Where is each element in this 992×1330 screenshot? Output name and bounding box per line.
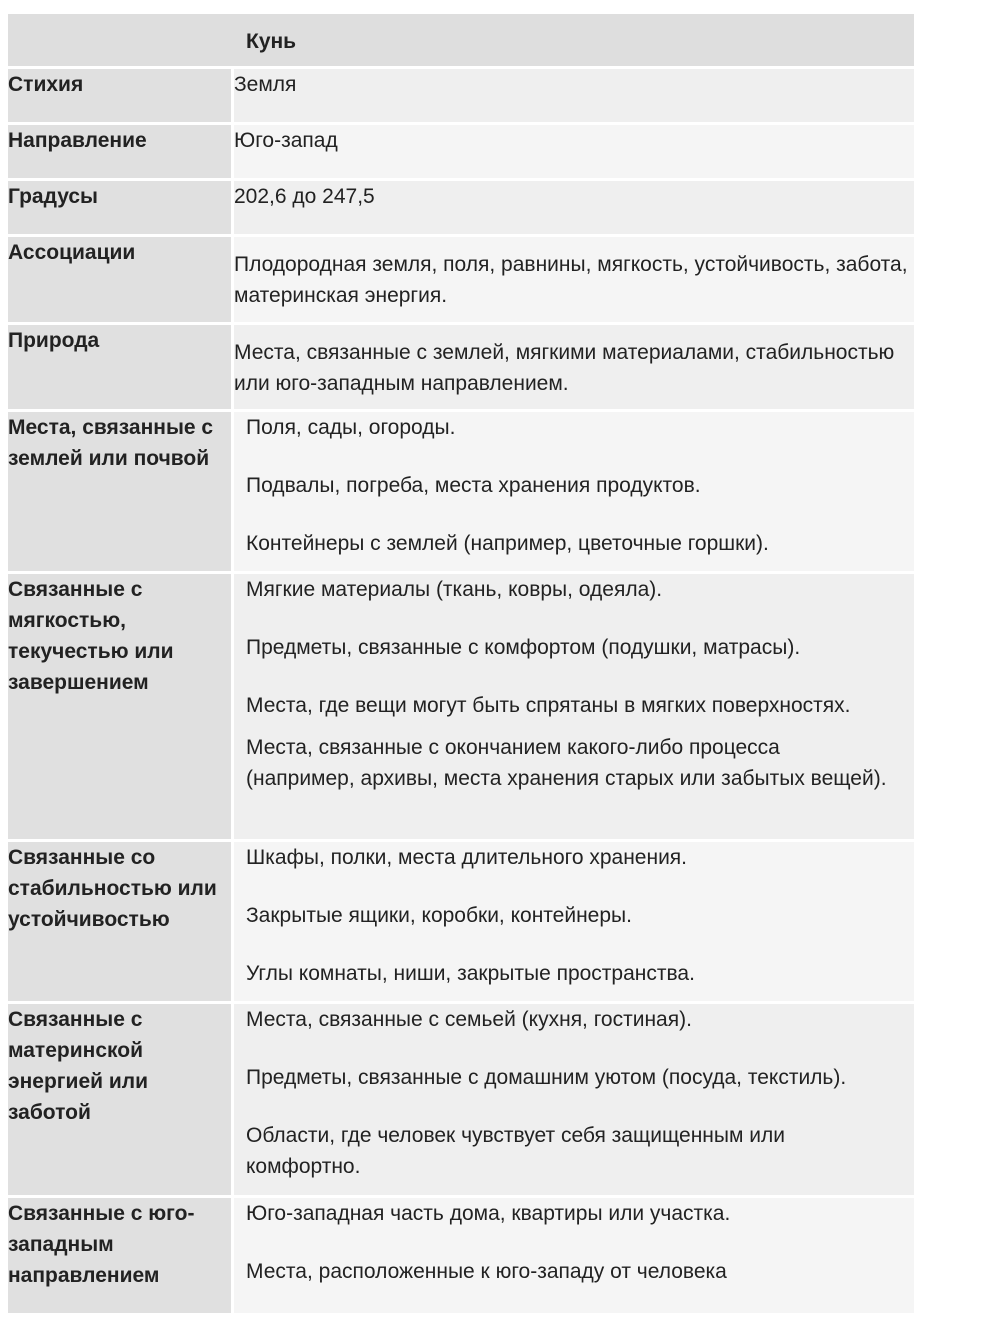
table-row <box>8 237 914 325</box>
list-item: Поля, сады, огороды. <box>246 416 456 439</box>
list-item: Подвалы, погреба, места хранения продуктов. <box>246 474 701 497</box>
row-label: Природа <box>8 325 234 412</box>
table-row <box>8 125 914 181</box>
table-header-row <box>8 14 914 69</box>
list-item: Шкафы, полки, места длительного хранения. <box>246 846 688 869</box>
list-item: Предметы, связанные с домашним уютом (посуда, текстиль). <box>246 1066 847 1089</box>
row-value: Юго-запад <box>234 125 914 181</box>
list-item: Места, связанные с семьей (кухня, гостиная). <box>246 1008 692 1031</box>
list-item: Места, расположенные к юго-западу от человека <box>246 1260 727 1283</box>
table-row <box>8 325 914 412</box>
row-value-list <box>234 1198 914 1316</box>
row-label: Ассоциации <box>8 237 234 325</box>
list-item: Мягкие материалы (ткань, ковры, одеяла). <box>246 578 663 601</box>
kun-properties-table <box>8 14 914 1316</box>
list-item: Места, где вещи могут быть спрятаны в мягких поверхностях. <box>246 694 851 717</box>
list-item: Места, связанные с окончанием какого-либо процесса (например, архивы, места хранения старых или забытых вещей). <box>246 736 887 790</box>
table-row <box>8 842 914 1004</box>
row-label: Стихия <box>8 69 234 125</box>
list-item: Углы комнаты, ниши, закрытые пространства. <box>246 962 695 985</box>
row-label: Градусы <box>8 181 234 237</box>
header-title: Кунь <box>234 14 914 69</box>
row-value: Земля <box>234 69 914 125</box>
row-label: Связанные со стабильностью или устойчивостью <box>8 842 234 1004</box>
row-value-list <box>234 574 914 842</box>
table-row <box>8 69 914 125</box>
row-label: Связанные с юго-западным направлением <box>8 1198 234 1316</box>
row-label: Связанные с мягкостью, текучестью или завершением <box>8 574 234 842</box>
row-value-list <box>234 842 914 1004</box>
list-item: Предметы, связанные с комфортом (подушки, матрасы). <box>246 636 801 659</box>
table-row <box>8 1004 914 1198</box>
row-label: Направление <box>8 125 234 181</box>
row-value: 202,6 до 247,5 <box>234 181 914 237</box>
row-label: Места, связанные с землей или почвой <box>8 412 234 574</box>
list-item: Контейнеры с землей (например, цветочные горшки). <box>246 532 769 555</box>
table-row <box>8 574 914 842</box>
table-row <box>8 1198 914 1316</box>
row-value: Места, связанные с землей, мягкими материалами, стабильностью или юго-западным направлением. <box>234 325 914 412</box>
row-value-list <box>234 1004 914 1198</box>
table-row <box>8 412 914 574</box>
list-item: Юго-западная часть дома, квартиры или участка. <box>246 1202 731 1225</box>
row-label: Связанные с материнской энергией или заботой <box>8 1004 234 1198</box>
list-item: Области, где человек чувствует себя защищенным или комфортно. <box>246 1124 785 1178</box>
row-value-list <box>234 412 914 574</box>
header-corner-cell <box>8 14 234 69</box>
list-item: Закрытые ящики, коробки, контейнеры. <box>246 904 632 927</box>
row-value: Плодородная земля, поля, равнины, мягкость, устойчивость, забота, материнская энергия. <box>234 237 914 325</box>
table-row <box>8 181 914 237</box>
